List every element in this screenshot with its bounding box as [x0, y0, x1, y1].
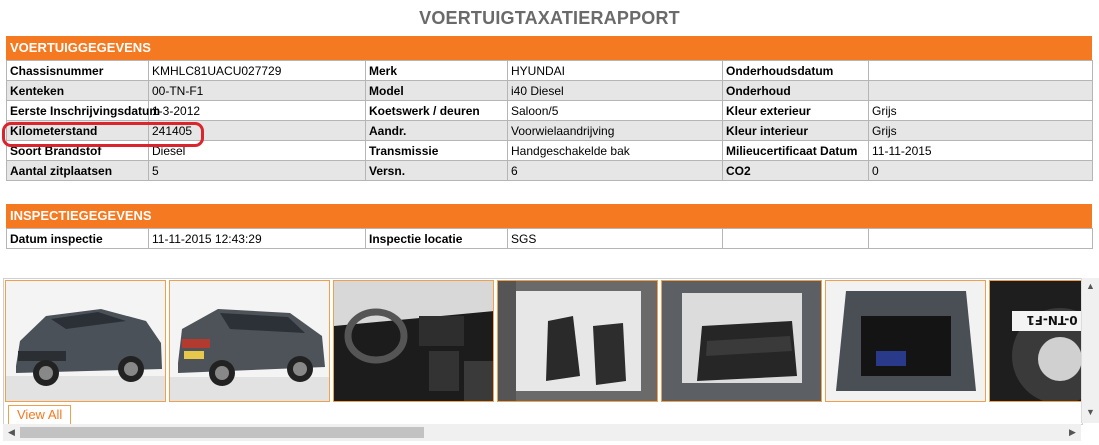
vehicle-value-cell: HYUNDAI	[508, 61, 723, 81]
photo-front-seats[interactable]	[497, 280, 658, 402]
vehicle-table	[6, 60, 1093, 181]
horizontal-scrollbar[interactable]	[3, 424, 1081, 441]
vehicle-row	[7, 141, 1093, 161]
inspection-label-cell: Datum inspectie	[7, 229, 149, 249]
vehicle-label-cell: Kenteken	[7, 81, 149, 101]
gallery-frame	[3, 278, 1083, 425]
vehicle-row	[7, 101, 1093, 121]
vehicle-value-cell: 5	[149, 161, 366, 181]
inspection-value-cell: 11-11-2015 12:43:29	[149, 229, 366, 249]
vehicle-value-cell: KMHLC81UACU027729	[149, 61, 366, 81]
vehicle-label-cell: Milieucertificaat Datum	[723, 141, 869, 161]
vehicle-label-cell: Kilometerstand	[7, 121, 149, 141]
vehicle-label-cell: Onderhoud	[723, 81, 869, 101]
vehicle-value-cell: i40 Diesel	[508, 81, 723, 101]
plate-text: 0-TN-F1	[1026, 313, 1078, 327]
horizontal-scroll-thumb[interactable]	[20, 427, 424, 438]
vehicle-value-cell: Voorwielaandrijving	[508, 121, 723, 141]
scroll-right-icon[interactable]: ▶	[1069, 427, 1076, 437]
vehicle-label-cell: Kleur exterieur	[723, 101, 869, 121]
vehicle-label-cell: Koetswerk / deuren	[366, 101, 508, 121]
inspection-value-cell	[869, 229, 1093, 249]
photo-car-rear-left[interactable]	[169, 280, 330, 402]
inspection-label-cell: Inspectie locatie	[366, 229, 508, 249]
vehicle-row	[7, 121, 1093, 141]
inspection-value-cell: SGS	[508, 229, 723, 249]
vehicle-label-cell: Onderhoudsdatum	[723, 61, 869, 81]
vehicle-value-cell: Handgeschakelde bak	[508, 141, 723, 161]
photo-gallery	[0, 278, 1099, 445]
vehicle-value-cell: 11-11-2015	[869, 141, 1093, 161]
inspection-section	[6, 204, 1092, 249]
inspection-row	[7, 229, 1093, 249]
vehicle-label-cell: CO2	[723, 161, 869, 181]
vehicle-value-cell	[869, 81, 1093, 101]
view-all-button[interactable]: View All	[8, 405, 71, 424]
inspection-table	[6, 228, 1093, 249]
photo-spare-wheel-plate[interactable]	[989, 280, 1083, 402]
page-title: VOERTUIGTAXATIERAPPORT	[419, 8, 680, 28]
vehicle-label-cell: Versn.	[366, 161, 508, 181]
vehicle-label-cell: Aandr.	[366, 121, 508, 141]
vehicle-label-cell: Transmissie	[366, 141, 508, 161]
vehicle-label-cell: Model	[366, 81, 508, 101]
vehicle-value-cell: 241405	[149, 121, 366, 141]
vehicle-row	[7, 81, 1093, 101]
vehicle-value-cell: Saloon/5	[508, 101, 723, 121]
vehicle-row	[7, 61, 1093, 81]
inspection-section-header: INSPECTIEGEGEVENS	[6, 204, 1092, 228]
scroll-down-icon[interactable]: ▼	[1086, 407, 1095, 417]
vehicle-value-cell: Grijs	[869, 121, 1093, 141]
vehicle-label-cell: Aantal zitplaatsen	[7, 161, 149, 181]
vehicle-value-cell: 00-TN-F1	[149, 81, 366, 101]
photo-rear-seats[interactable]	[661, 280, 822, 402]
vehicle-label-cell: Soort Brandstof	[7, 141, 149, 161]
photo-trunk-open[interactable]	[825, 280, 986, 402]
vehicle-label-cell: Kleur interieur	[723, 121, 869, 141]
vertical-scrollbar[interactable]	[1081, 278, 1099, 423]
vehicle-value-cell: 0	[869, 161, 1093, 181]
vehicle-label-cell: Chassisnummer	[7, 61, 149, 81]
vehicle-label-cell: Eerste Inschrijvingsdatum	[7, 101, 149, 121]
vehicle-value-cell	[869, 61, 1093, 81]
vehicle-row	[7, 161, 1093, 181]
inspection-label-cell	[723, 229, 869, 249]
vehicle-section-header: VOERTUIGGEGEVENS	[6, 36, 1092, 60]
vehicle-value-cell: 6	[508, 161, 723, 181]
vehicle-label-cell: Merk	[366, 61, 508, 81]
vehicle-value-cell: Grijs	[869, 101, 1093, 121]
vehicle-value-cell: Diesel	[149, 141, 366, 161]
photo-car-front-left[interactable]	[5, 280, 166, 402]
photo-interior-dashboard[interactable]	[333, 280, 494, 402]
vehicle-value-cell: 1-3-2012	[149, 101, 366, 121]
scroll-left-icon[interactable]: ◀	[8, 427, 15, 437]
vehicle-section	[6, 36, 1092, 181]
scroll-up-icon[interactable]: ▲	[1086, 281, 1095, 291]
